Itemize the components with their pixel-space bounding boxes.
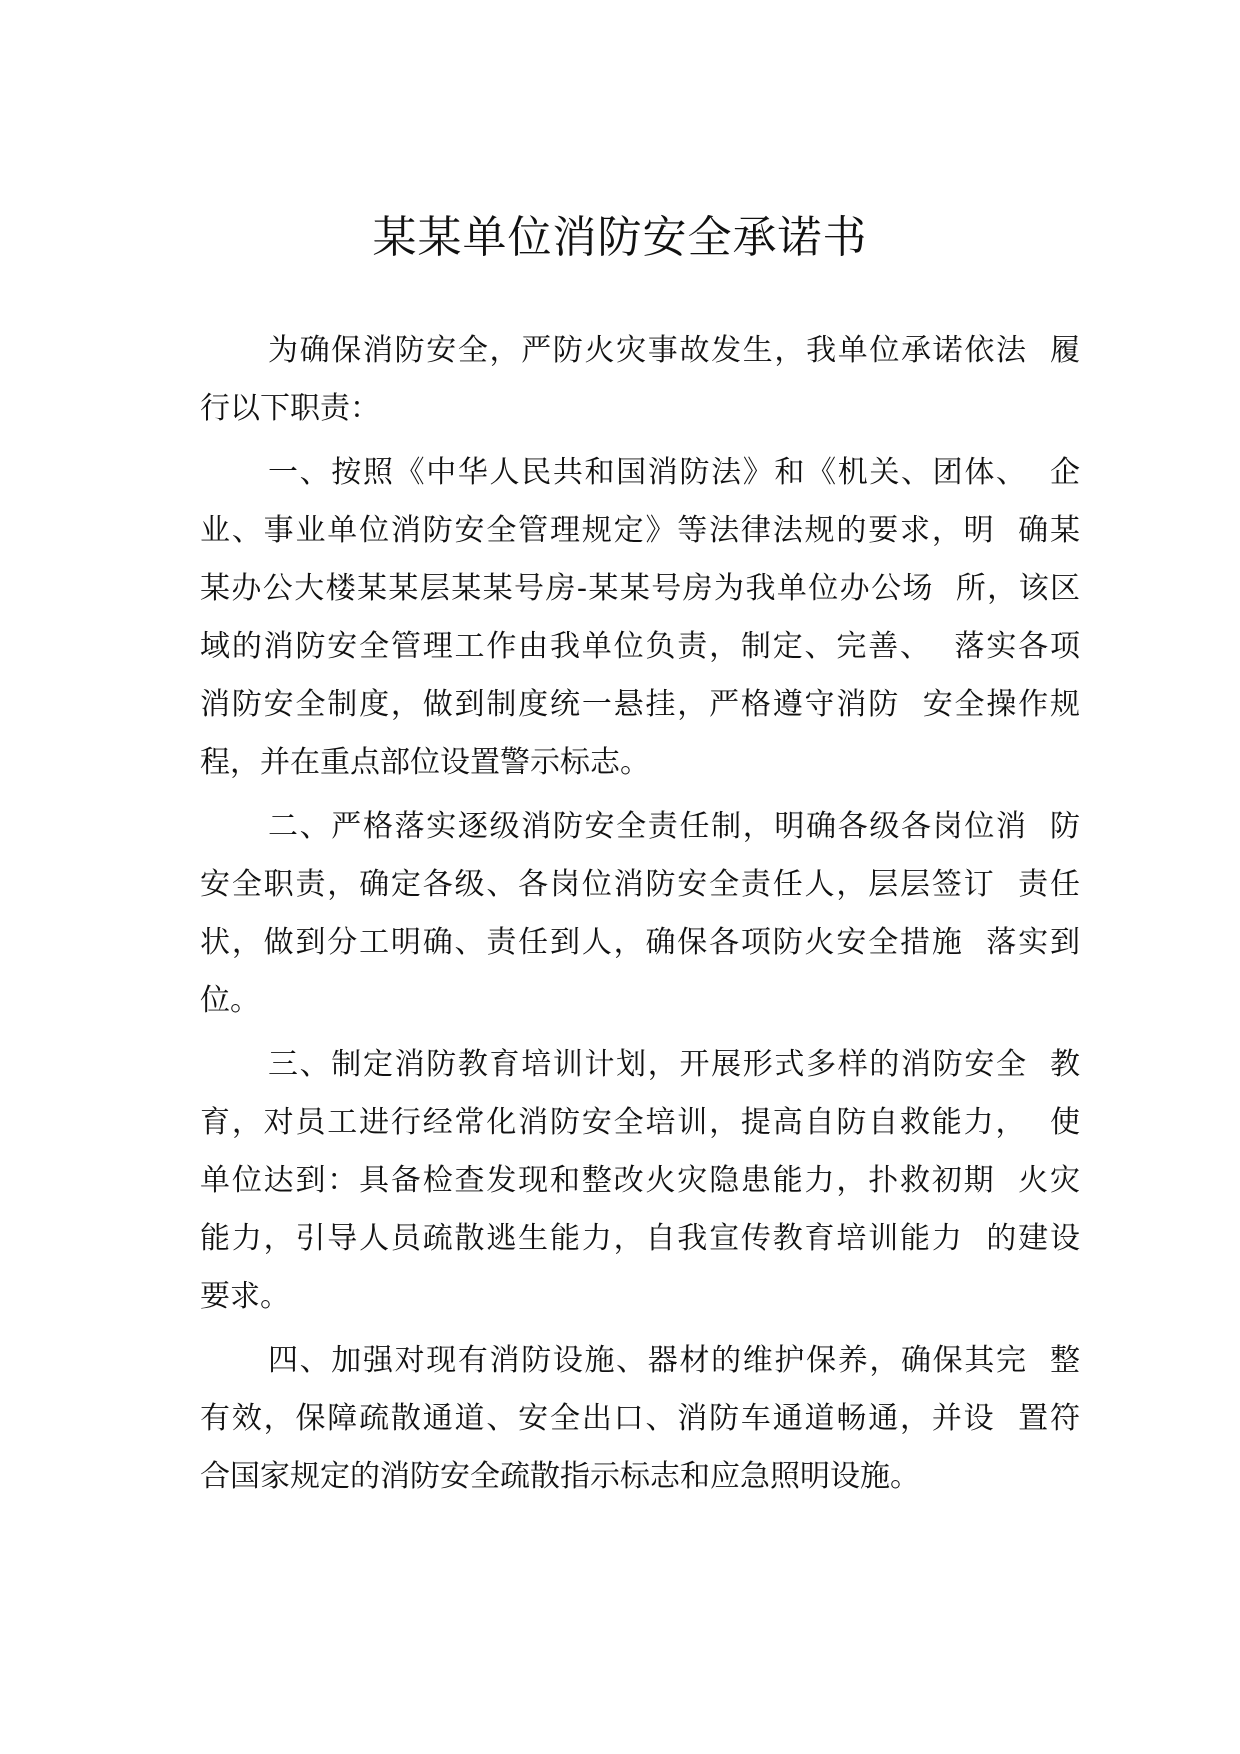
paragraph-line: 状，做到分工明确、责任到人，确保各项防火安全措施 落实到 — [200, 925, 1080, 960]
paragraph-line: 行以下职责： — [200, 391, 380, 426]
paragraph-line: 程，并在重点部位设置警示标志。 — [200, 745, 650, 780]
paragraph-line: 一、按照《中华人民共和国消防法》和《机关、团体、 企 — [268, 455, 1080, 490]
paragraph-line: 单位达到：具备检查发现和整改火灾隐患能力，扑救初期 火灾 — [200, 1163, 1080, 1198]
paragraph-item-1 — [200, 444, 1080, 792]
paragraph-line: 育，对员工进行经常化消防安全培训，提高自防自救能力， 使 — [200, 1105, 1080, 1140]
paragraph-item-4 — [200, 1332, 1080, 1506]
paragraph-line: 要求。 — [200, 1279, 290, 1314]
paragraph-line: 三、制定消防教育培训计划，开展形式多样的消防安全 教 — [268, 1047, 1080, 1082]
paragraph-item-2 — [200, 798, 1080, 1030]
paragraph-line: 有效，保障疏散通道、安全出口、消防车通道畅通，并设 置符 — [200, 1401, 1080, 1436]
document-title: 某某单位消防安全承诺书 — [372, 212, 868, 263]
document-body — [200, 322, 1080, 1512]
paragraph-line: 消防安全制度，做到制度统一悬挂，严格遵守消防 安全操作规 — [200, 687, 1080, 722]
paragraph-line: 合国家规定的消防安全疏散指示标志和应急照明设施。 — [200, 1459, 920, 1494]
paragraph-line: 安全职责，确定各级、各岗位消防安全责任人，层层签订 责任 — [200, 867, 1080, 902]
paragraph-line: 二、严格落实逐级消防安全责任制，明确各级各岗位消 防 — [268, 809, 1080, 844]
paragraph-line: 业、事业单位消防安全管理规定》等法律法规的要求，明 确某 — [200, 513, 1080, 548]
paragraph-line: 四、加强对现有消防设施、器材的维护保养，确保其完 整 — [268, 1343, 1080, 1378]
paragraph-line: 为确保消防安全，严防火灾事故发生，我单位承诺依法 履 — [268, 333, 1080, 368]
paragraph-item-3 — [200, 1036, 1080, 1326]
paragraph-line: 位。 — [200, 983, 260, 1018]
paragraph-line: 域的消防安全管理工作由我单位负责，制定、完善、 落实各项 — [200, 629, 1080, 664]
paragraph-line: 某办公大楼某某层某某号房-某某号房为我单位办公场 所，该区 — [200, 571, 1080, 606]
paragraph-line: 能力，引导人员疏散逃生能力，自我宣传教育培训能力 的建设 — [200, 1221, 1080, 1256]
paragraph-intro — [200, 322, 1080, 438]
